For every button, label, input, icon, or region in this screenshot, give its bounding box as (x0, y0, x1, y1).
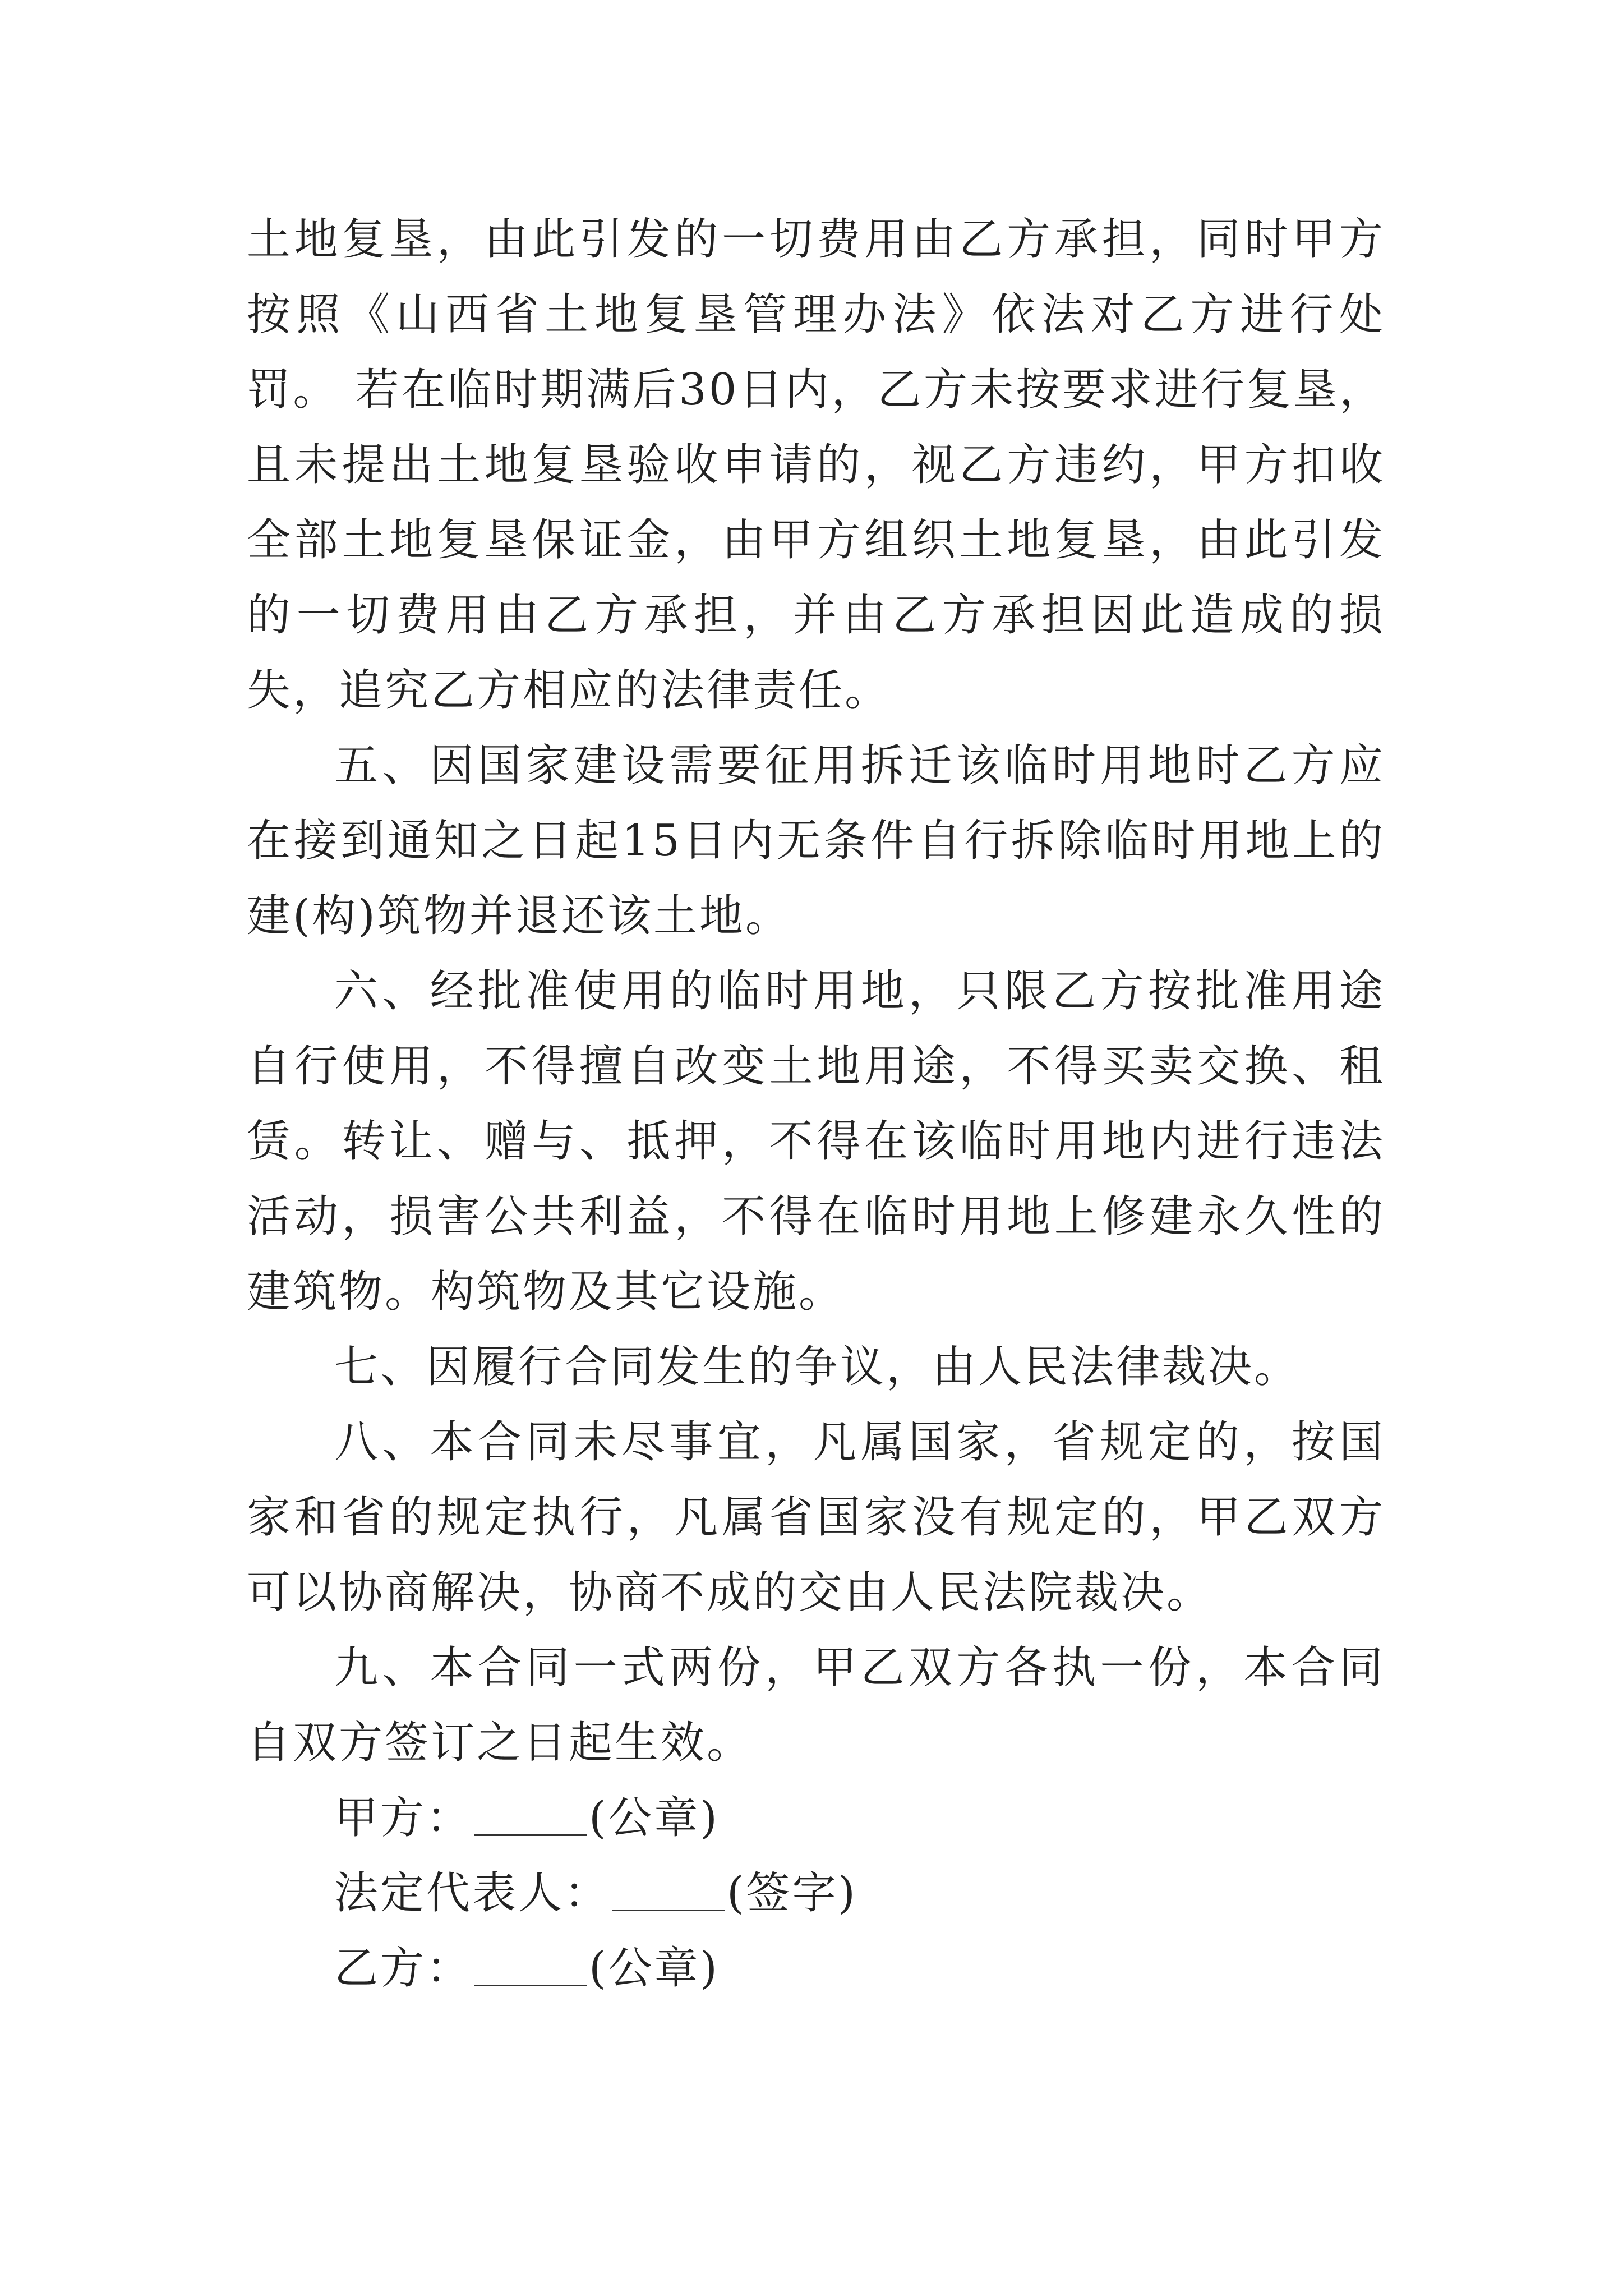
paragraph-clause-6: 六、经批准使用的临时用地，只限乙方按批准用途自行使用，不得擅自改变土地用途，不得买卖交换、租赁。转让、赠与、抵押，不得在该临时用地内进行违法活动，损害公共利益，不得在临时用地上修建永久性的建筑物。构筑物及其它设施。 (247, 966, 1385, 1317)
paragraph-clause-7: 七、因履行合同发生的争议，由人民法律裁决。 (334, 1342, 1301, 1392)
signature-party-b-label: 乙方： (334, 1943, 473, 1994)
signature-legal-representative (247, 1856, 1385, 1931)
signature-legal-representative-label: 法定代表人： (334, 1868, 611, 1918)
signature-party-a-blank (474, 1795, 587, 1836)
signature-party-b-blank (474, 1945, 587, 1986)
document-page (247, 202, 1385, 2006)
signature-party-b (247, 1931, 1385, 2006)
signature-legal-representative-suffix: (签字) (727, 1868, 857, 1918)
signature-party-a-suffix: (公章) (589, 1793, 720, 1843)
paragraph-land-reclamation: 土地复垦，由此引发的一切费用由乙方承担，同时甲方按照《山西省土地复垦管理办法》依法对乙方进行处罚。 若在临时期满后30日内，乙方未按要求进行复垦，且未提出土地复垦验收申请的，视乙方违约，甲方扣收全部土地复垦保证金，由甲方组织土地复垦，由此引发的一切费用由乙方承担，并由乙方承担因此造成的损失，追究乙方相应的法律责任。 (247, 214, 1385, 716)
signature-legal-representative-blank (612, 1870, 725, 1911)
signature-party-b-suffix: (公章) (589, 1943, 720, 1994)
paragraph-clause-5: 五、因国家建设需要征用拆迁该临时用地时乙方应在接到通知之日起15日内无条件自行拆除临时用地上的建(构)筑物并退还该土地。 (247, 740, 1385, 941)
signature-block (247, 1780, 1385, 2006)
paragraph-clause-9: 九、本合同一式两份，甲乙双方各执一份，本合同自双方签订之日起生效。 (247, 1642, 1385, 1768)
paragraph-clause-8: 八、本合同未尽事宜，凡属国家，省规定的，按国家和省的规定执行，凡属省国家没有规定的，甲乙双方可以协商解决，协商不成的交由人民法院裁决。 (247, 1417, 1385, 1618)
signature-party-a-label: 甲方： (334, 1793, 473, 1843)
signature-party-a (247, 1780, 1385, 1856)
